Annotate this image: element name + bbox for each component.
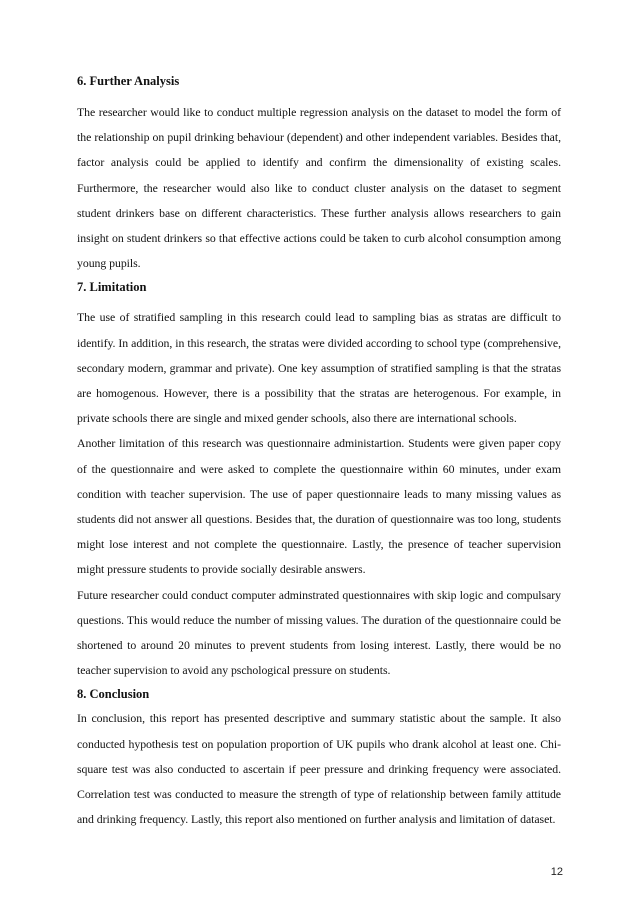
conclusion-paragraph: In conclusion, this report has presented descriptive and summary statistic about the sample. It also conducted hypothesis test on population proportion of UK pupils who drank alcohol at least one. Chi-square test was also conducted to ascertain if peer pressure and drinking frequency were associated. Correlation test was conducted to measure the strength of type of relationship between family attitude and drinking frequency. Lastly, this report also mentioned on further analysis and limitation of dataset. bbox=[77, 711, 561, 827]
section-heading-limitation: 7. Limitation bbox=[77, 280, 147, 295]
limitation-paragraph-3: Future researcher could conduct computer adminstrated questionnaires with skip logic and compulsary questions. This would reduce the number of missing values. The duration of the questionnaire could be shortened to around 20 minutes to prevent students from losing interest. Lastly, there would be no teacher supervision to avoid any pschological pressure on students. bbox=[77, 587, 561, 678]
further-analysis-paragraph: The researcher would like to conduct multiple regression analysis on the dataset to model the form of the relationship on pupil drinking behaviour (dependent) and other independent variables. Besides that, factor analysis could be applied to identify and confirm the dimensionality of existing scales. Furthermore, the researcher would also like to conduct cluster analysis on the dataset to segment student drinkers base on different characteristics. These further analysis allows researchers to gain insight on student drinkers so that effective actions could be taken to curb alcohol consumption among young pupils. bbox=[77, 105, 561, 271]
limitation-paragraph-1: The use of stratified sampling in this research could lead to sampling bias as stratas are difficult to identify. In addition, in this research, the stratas were divided according to school type (comprehensive, secondary modern, grammar and private). One key assumption of stratified sampling is that the stratas are homogenous. However, there is a possibility that the stratas are heterogenous. For example, in private schools there are single and mixed gender schools, also there are international schools. bbox=[77, 310, 561, 426]
page-content bbox=[77, 66, 561, 832]
limitation-paragraph-2: Another limitation of this research was questionnaire administartion. Students were given paper copy of the questionnaire and were asked to complete the questionnaire within 60 minutes, under exam condition with teacher supervision. The use of paper questionnaire leads to many missing values as students did not answer all questions. Besides that, the duration of questionnaire was too long, students might lose interest and not complete the questionnaire. Lastly, the presence of teacher supervision might pressure students to provide socially desirable answers. bbox=[77, 436, 561, 577]
section-heading-further-analysis: 6. Further Analysis bbox=[77, 74, 180, 88]
page-number: 12 bbox=[550, 866, 563, 878]
section-heading-conclusion: 8. Conclusion bbox=[77, 687, 150, 702]
